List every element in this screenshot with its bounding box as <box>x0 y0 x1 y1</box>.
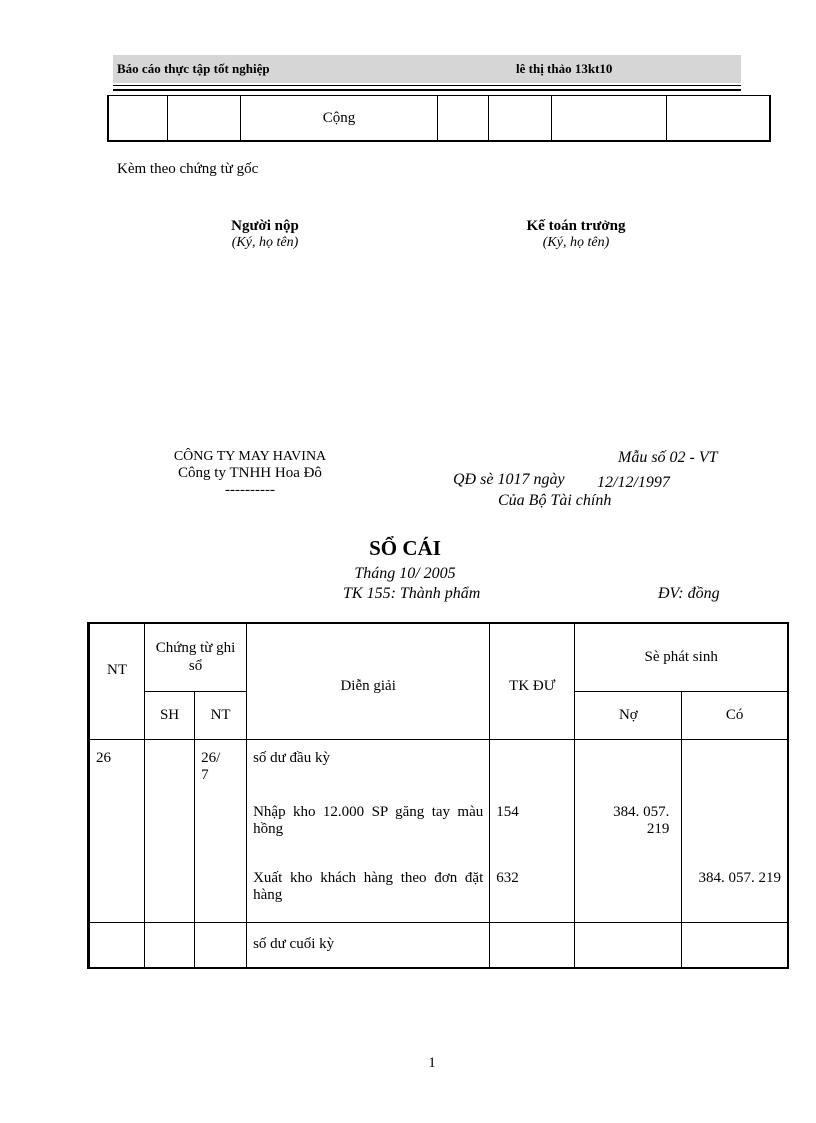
header-left-text: Báo cáo thực tập tốt nghiệp <box>117 61 270 76</box>
payer-title: Người nộp <box>231 218 299 234</box>
table-row-closing <box>89 922 789 968</box>
receipt-total-table <box>107 95 771 142</box>
table-header-row <box>89 623 789 691</box>
payer-hint: (Ký, họ tên) <box>231 235 299 250</box>
attachment-note: Kèm theo chứng từ gốc <box>117 161 259 177</box>
ledger-title: SỔ CÁI <box>369 536 441 560</box>
ledger-table <box>87 622 789 969</box>
ledger-unit: ĐV: đồng <box>658 585 720 602</box>
table-row: Nhập kho 12.000 SP găng tay màu hồng 154 384. 057. 219 <box>89 804 789 870</box>
decision-date: 12/12/1997 <box>597 474 670 491</box>
company-block <box>140 449 360 499</box>
accountant-signature-block <box>496 218 656 251</box>
header-description: Diễn giải <box>247 623 490 739</box>
header-nt2: NT <box>195 691 247 739</box>
total-label: Cộng <box>241 96 438 142</box>
company-subname: Công ty TNHH Hoa Đô <box>178 465 322 481</box>
ledger-account: TK 155: Thành phẩm <box>343 585 481 602</box>
ledger-month: Tháng 10/ 2005 <box>354 565 456 582</box>
company-dashes: ---------- <box>225 482 275 498</box>
decision-text: QĐ sè 1017 ngày <box>453 471 565 488</box>
accountant-hint: (Ký, họ tên) <box>542 235 610 250</box>
header-amount: Sè phát sinh <box>575 623 788 691</box>
header-credit: Có <box>682 691 788 739</box>
table-row: Xuất kho khách hàng theo đơn đặt hàng 632 384. 057. 219 <box>89 870 789 922</box>
ministry-text: Của Bộ Tài chính <box>498 492 612 509</box>
table-row: 26 26/ 7 số dư đầu kỳ <box>89 739 789 804</box>
header-rule <box>113 85 741 86</box>
page-number: 1 <box>428 1055 436 1071</box>
header-nt: NT <box>89 623 145 739</box>
table-row <box>108 96 770 142</box>
form-number: Mẫu số 02 - VT <box>618 449 718 466</box>
accountant-title: Kế toán trưởng <box>526 218 626 234</box>
company-name: CÔNG TY MAY HAVINA <box>173 449 327 464</box>
running-header <box>113 55 741 83</box>
header-rule-thick <box>113 89 741 91</box>
header-tk-du: TK ĐƯ <box>490 623 575 739</box>
header-voucher: Chứng từ ghi sổ <box>145 623 247 691</box>
closing-label: số dư cuối kỳ <box>247 922 490 968</box>
header-right-text: lê thị thảo 13kt10 <box>516 61 613 76</box>
header-debit: Nợ <box>575 691 682 739</box>
payer-signature-block <box>190 218 340 251</box>
header-sh: SH <box>145 691 195 739</box>
